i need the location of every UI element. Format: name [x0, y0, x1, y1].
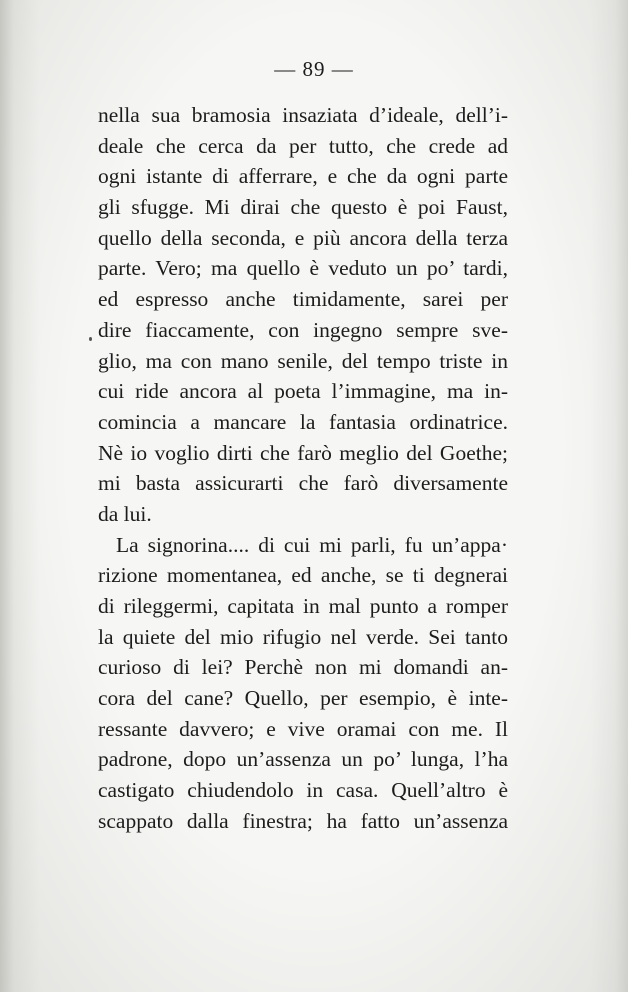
text-line: da lui. [98, 501, 152, 526]
page-number: — 89 — [274, 57, 354, 81]
text-line: nella sua bramosia insaziata d’ideale, dell’i- [98, 103, 508, 127]
text-line: parte. Vero; ma quello è veduto un po’ tardi, [98, 256, 508, 281]
text-line: comincia a mancare la fantasia ordinatrice. [98, 409, 508, 434]
text-line: dire fiaccamente, con ingegno sempre sve- [98, 317, 508, 342]
text-line: rizione momentanea, ed anche, se ti degnerai [98, 563, 508, 588]
text-line: ogni istante di afferrare, e che da ogni parte [98, 164, 508, 189]
text-line: scappato dalla finestra; ha fatto un’assenza [98, 808, 508, 833]
text-line: la quiete del mio rifugio nel verde. Sei tanto [98, 624, 508, 649]
text-line: deale che cerca da per tutto, che crede ad [98, 133, 508, 158]
text-line: quello della seconda, e più ancora della terza [98, 225, 508, 250]
text-line: mi basta assicurarti che farò diversamente [98, 471, 508, 496]
text-line: di rileggermi, capitata in mal punto a romper [98, 594, 508, 618]
text-line: ressante davvero; e vive oramai con me. Il [98, 716, 508, 741]
ink-speck [89, 337, 92, 341]
text-line: cui ride ancora al poeta l’immagine, ma in- [98, 379, 508, 404]
paragraph-start-line: La signorina.... di cui mi parli, fu un’appa· [116, 532, 508, 557]
text-line: ed espresso anche timidamente, sarei per [98, 287, 508, 312]
text-line: padrone, dopo un’assenza un po’ lunga, l’ha [98, 747, 508, 772]
text-line: castigato chiudendolo in casa. Quell’altro è [98, 778, 508, 803]
text-line: cora del cane? Quello, per esempio, è inte- [98, 686, 508, 711]
body-text [98, 100, 508, 837]
text-line: glio, ma con mano senile, del tempo triste in [98, 348, 508, 373]
text-line: gli sfugge. Mi dirai che questo è poi Faust, [98, 195, 508, 220]
text-line: curioso di lei? Perchè non mi domandi an- [98, 655, 508, 680]
text-line: Nè io voglio dirti che farò meglio del Goethe; [98, 440, 508, 465]
